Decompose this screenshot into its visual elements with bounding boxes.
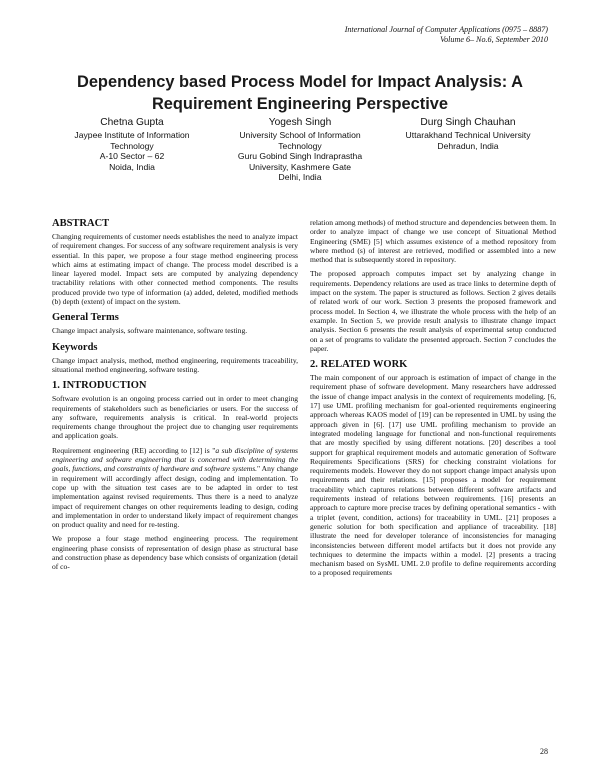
intro-p2-start: Requirement engineering (RE) according to [12] is " — [52, 445, 216, 455]
left-column — [52, 218, 298, 577]
intro-paragraph-3-cont: relation among methods) of method structure and dependencies between them. In order to analyze impact of change we use concept of Situational Method Engineering (SME) [5] which assumes existence of a method repository from where method (s) of interest are retrieved, modified or assembled into a new method that is subsequently stored in repository. — [310, 218, 556, 265]
affiliation-line: Noida, India — [109, 161, 155, 172]
journal-name: International Journal of Computer Applications (0975 – 8887) — [344, 25, 548, 34]
journal-volume: Volume 6– No.6, September 2010 — [440, 35, 548, 44]
affiliation-line: University, Kashmere Gate — [248, 161, 352, 172]
affiliation-line: University School of Information — [239, 130, 361, 140]
affiliation-line: Delhi, India — [278, 172, 322, 182]
related-work-text: The main component of our approach is estimation of impact of change in the requirement phase of software development. Many researchers have addressed the issue of change impact analysis in the context of requirements modeling. [6, 17] use UML profiling mechanism for goal-oriented requirements engineering approach whereas KAOS model of [19] can be represented in UML by using the approach given in [6]. [17] use UML profiling mechanism to provide an integrated modeling language for functional and non-functional requirements that are mostly specified by using different notations. [20] describes a tool support for graphical requirement models and automatic generation of Software Requirements Specifications (SRS) for checking constraint violations for requirements models. However they do not support change impact analysis upon requirements and their relations. [15] proposes a model for requirement traceability which captures relations between different software artifacts and requirements instead of relations between requirements. [16] presents an approach to capture more precise traces by defining operational semantics - with a triplet (event, condition, actions) for traceability in UML. [21] proposes a generic solution for both specification and appliance of traceability. [18] illustrate the need for developer tolerance of inconsistencies for managing inconsistencies between different model artifacts but it does not provide any techniques to determine the impacts within a model. [2] presents a tracing mechanism based on SysML UML 2.0 profile to define requirements according to a proposed requirements — [310, 373, 556, 578]
introduction-heading: 1. INTRODUCTION — [52, 380, 147, 392]
affiliation-line: Guru Gobind Singh Indraprastha — [237, 151, 363, 161]
intro-paragraph-3: We propose a four stage method engineering process. The requirement engineering phase consists of representation of design phase as structural base and construction phase as dependency base which consists of organization (detail of co- — [52, 534, 298, 572]
re-definition-quote: a sub discipline of systems engineering and software engineering that is concerned with determining the goals, functions, and constraints of hardware and software systems. — [52, 445, 298, 474]
keywords-text: Change impact analysis, method, method engineering, requirements traceability, situational method engineering, software testing. — [52, 355, 298, 374]
author-1 — [52, 117, 212, 183]
right-column — [310, 218, 556, 583]
intro-paragraph-1: Software evolution is an ongoing process carried out in order to meet changing requirements of stakeholders such as beneficiaries or users. For the success of any software, requirements analysis is critical. In real-world projects requirements change throughout the project due to changing user requirements and application goals. — [52, 394, 298, 441]
intro-p2-end: " Any change in requirement will accordingly affect design, coding and implementation. To cope up with the situation test cases are to be adapted in order to test implementation against revised requirements. Thus there is a need to analyze impact of requirement changes on other requirements leading to design, coding and implementation in order to understand likely impact of requirement changes on product quality and need for re-testing. — [52, 464, 298, 530]
affiliation-line: Technology — [110, 140, 154, 151]
intro-paragraph-2 — [52, 446, 298, 530]
paper-title: Dependency based Process Model for Impact Analysis: A Requirement Engineering Perspective — [76, 73, 524, 113]
journal-header — [248, 25, 548, 45]
affiliation-line: Technology — [278, 140, 322, 151]
page-number: 28 — [540, 747, 548, 756]
general-terms-text: Change impact analysis, software maintenance, software testing. — [52, 326, 248, 336]
related-work-heading: 2. RELATED WORK — [310, 359, 408, 371]
abstract-text: Changing requirements of customer needs establishes the need to analyze impact of requirement changes. For success of any software requirement analysis is very essential. In this paper, we propose a four stage method engineering process which aims at estimating impact of change. The process model described is a linear layered model. Impact sets are computed by analyzing dependency tractability relations with other connected method components. The results produced provide two type of information (a) added, deleted, modified methods (b) depth (extent) of impact on the system. — [52, 232, 298, 307]
author-3 — [388, 117, 548, 183]
author-name: Yogesh Singh — [268, 117, 332, 128]
general-terms-heading: General Terms — [52, 312, 119, 324]
intro-paragraph-4: The proposed approach computes impact set by analyzing change in requirements. Dependency relations are used as trace links to determine depth of impact on the system. The paper is structured as follows. Section 2 gives details of related work of our work. Section 3 presents the proposed framework and process model. In Section 4, we illustrate the whole process with the help of an example. In Section 5, we provide result analysis to illustrate change impact analysis. Section 6 presents the result analysis of experimental setup conducted on a set of programs to validate the presented approach. Section 7 concludes the paper. — [310, 269, 556, 353]
author-name: Chetna Gupta — [100, 117, 164, 128]
affiliation-line: Jaypee Institute of Information — [74, 130, 190, 140]
author-2 — [220, 117, 380, 183]
author-block — [52, 117, 548, 183]
abstract-heading: ABSTRACT — [52, 218, 110, 229]
affiliation-line: A-10 Sector – 62 — [99, 151, 165, 161]
affiliation-line: Dehradun, India — [437, 140, 499, 151]
keywords-heading: Keywords — [52, 341, 98, 353]
author-name: Durg Singh Chauhan — [420, 117, 516, 128]
affiliation-line: Uttarakhand Technical University — [405, 130, 531, 140]
